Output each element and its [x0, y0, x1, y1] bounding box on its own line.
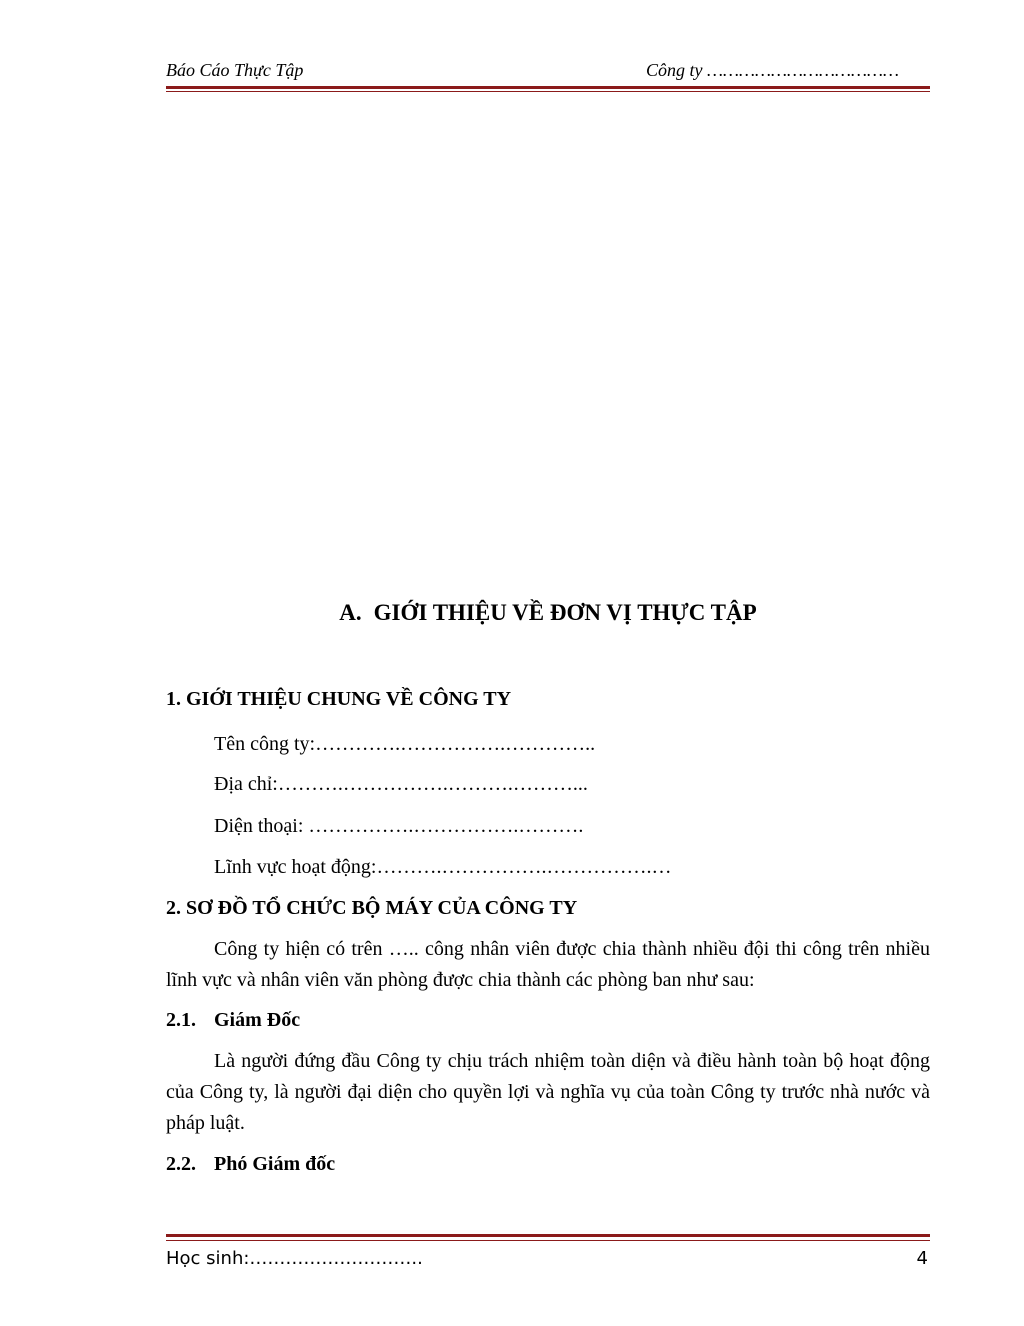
field-business-area: Lĩnh vực hoạt động:……….…………….…………….… [214, 856, 672, 878]
header-company: Công ty ……………………………… [646, 60, 900, 80]
field-address: Địa chỉ:……….…………….……….………... [214, 773, 588, 795]
paragraph-director: Là người đứng đầu Công ty chịu trách nhiệm toàn diện và điều hành toàn bộ hoạt động của Công ty, là người đại diện cho quyền lợi và nghĩa vụ của toàn Công ty trước nhà nước và pháp luật. [166, 1050, 930, 1134]
subheading-deputy-number: 2.2. [166, 1153, 196, 1175]
section-title-marker: A. [339, 600, 362, 625]
paragraph-org-chart: Công ty hiện có trên ….. công nhân viên được chia thành nhiều đội thi công trên nhiều lĩnh vực và nhân viên văn phòng được chia thành các phòng ban như sau: [166, 938, 930, 991]
subheading-director-number: 2.1. [166, 1009, 196, 1031]
section-title [166, 600, 930, 626]
heading-company-intro: 1. GIỚI THIỆU CHUNG VỀ CÔNG TY [166, 688, 512, 710]
subheading-deputy-director [166, 1153, 335, 1176]
header-rule-thick [166, 86, 930, 89]
footer-rule-thick [166, 1234, 930, 1237]
subheading-director [166, 1009, 300, 1032]
heading-org-chart: 2. SƠ ĐỒ TỔ CHỨC BỘ MÁY CỦA CÔNG TY [166, 897, 578, 919]
field-company-name: Tên công ty:………….…………….………….. [214, 733, 596, 755]
subheading-director-title: Giám Đốc [214, 1009, 301, 1031]
footer-rule-thin [166, 1240, 930, 1241]
section-title-text: GIỚI THIỆU VỀ ĐƠN VỊ THỰC TẬP [373, 600, 757, 625]
footer-student-label: Học sinh:……………………….. [166, 1248, 423, 1269]
page-number: 4 [916, 1248, 928, 1269]
subheading-deputy-title: Phó Giám đốc [214, 1153, 336, 1175]
page-header [166, 60, 930, 86]
field-phone: Diện thoại: …………….…………….………. [214, 815, 584, 837]
header-rule-thin [166, 91, 930, 92]
header-report-title: Báo Cáo Thực Tập [166, 60, 304, 80]
